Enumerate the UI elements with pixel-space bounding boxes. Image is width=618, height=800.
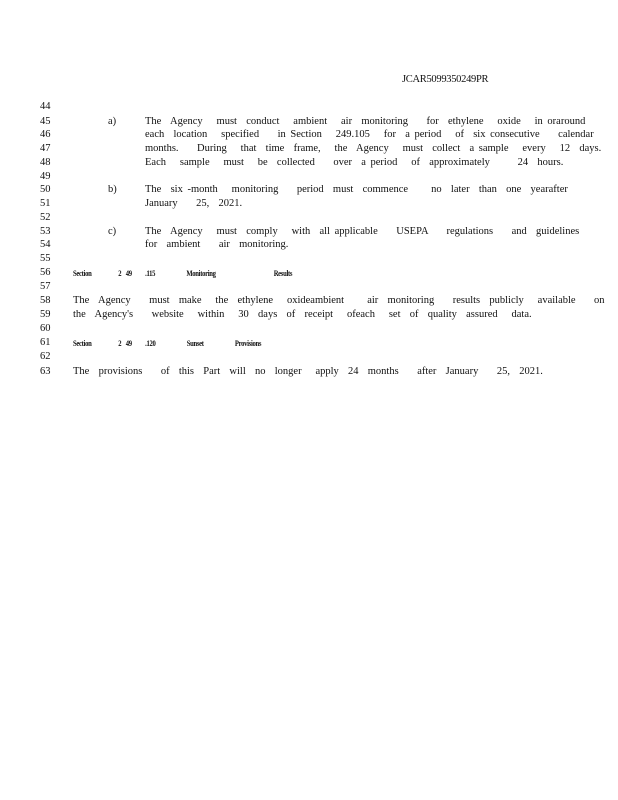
line-number: 58 — [40, 295, 51, 306]
line-number: 49 — [40, 171, 51, 182]
line-number: 52 — [40, 212, 51, 223]
subsection-b-line: January 25, 2021. — [145, 198, 243, 209]
subsection-c-line: The Agency must comply with all applicable USEPA regulations and guidelines — [145, 226, 580, 237]
line-number: 53 — [40, 226, 51, 237]
line-number: 51 — [40, 198, 51, 209]
line-number: 47 — [40, 143, 51, 154]
section-heading-monitoring-results: Section 2 49 .115 Monitoring Results — [73, 268, 293, 278]
line-number: 44 — [40, 101, 51, 112]
subsection-a-label: a) — [108, 116, 117, 127]
subsection-a-line: months. During that time frame, the Agency must collect a sample every 12 days. — [145, 143, 602, 154]
subsection-a-line: The Agency must conduct ambient air monitoring for ethylene oxide in oraround — [145, 116, 586, 127]
document-header-code: JCAR5099350249PR — [402, 74, 489, 85]
subsection-b-label: b) — [108, 184, 117, 195]
line-number: 50 — [40, 184, 51, 195]
line-number: 62 — [40, 351, 51, 362]
section-115-line: the Agency's website within 30 days of receipt ofeach set of quality assured data. — [73, 309, 532, 320]
subsection-a-line: Each sample must be collected over a period of approximately 24 hours. — [145, 157, 564, 168]
subsection-a-line: each location specified in Section 249.105 for a period of six consecutive calendar — [145, 129, 594, 140]
line-number: 46 — [40, 129, 51, 140]
section-115-line: The Agency must make the ethylene oxideambient air monitoring results publicly available on — [73, 295, 605, 306]
section-heading-sunset-provisions: Section 2 49 .120 Sunset Provisions — [73, 338, 262, 348]
subsection-b-line: The six -month monitoring period must commence no later than one yearafter — [145, 184, 568, 195]
line-number: 61 — [40, 337, 51, 348]
line-number: 48 — [40, 157, 51, 168]
line-number: 54 — [40, 239, 51, 250]
subsection-c-label: c) — [108, 226, 117, 237]
line-number: 45 — [40, 116, 51, 127]
section-120-line: The provisions of this Part will no longer apply 24 months after January 25, 2021. — [73, 366, 543, 377]
line-number: 56 — [40, 267, 51, 278]
line-number: 60 — [40, 323, 51, 334]
subsection-c-line: for ambient air monitoring. — [145, 239, 289, 250]
line-number: 55 — [40, 253, 51, 264]
line-number: 59 — [40, 309, 51, 320]
line-number: 57 — [40, 281, 51, 292]
line-number: 63 — [40, 366, 51, 377]
